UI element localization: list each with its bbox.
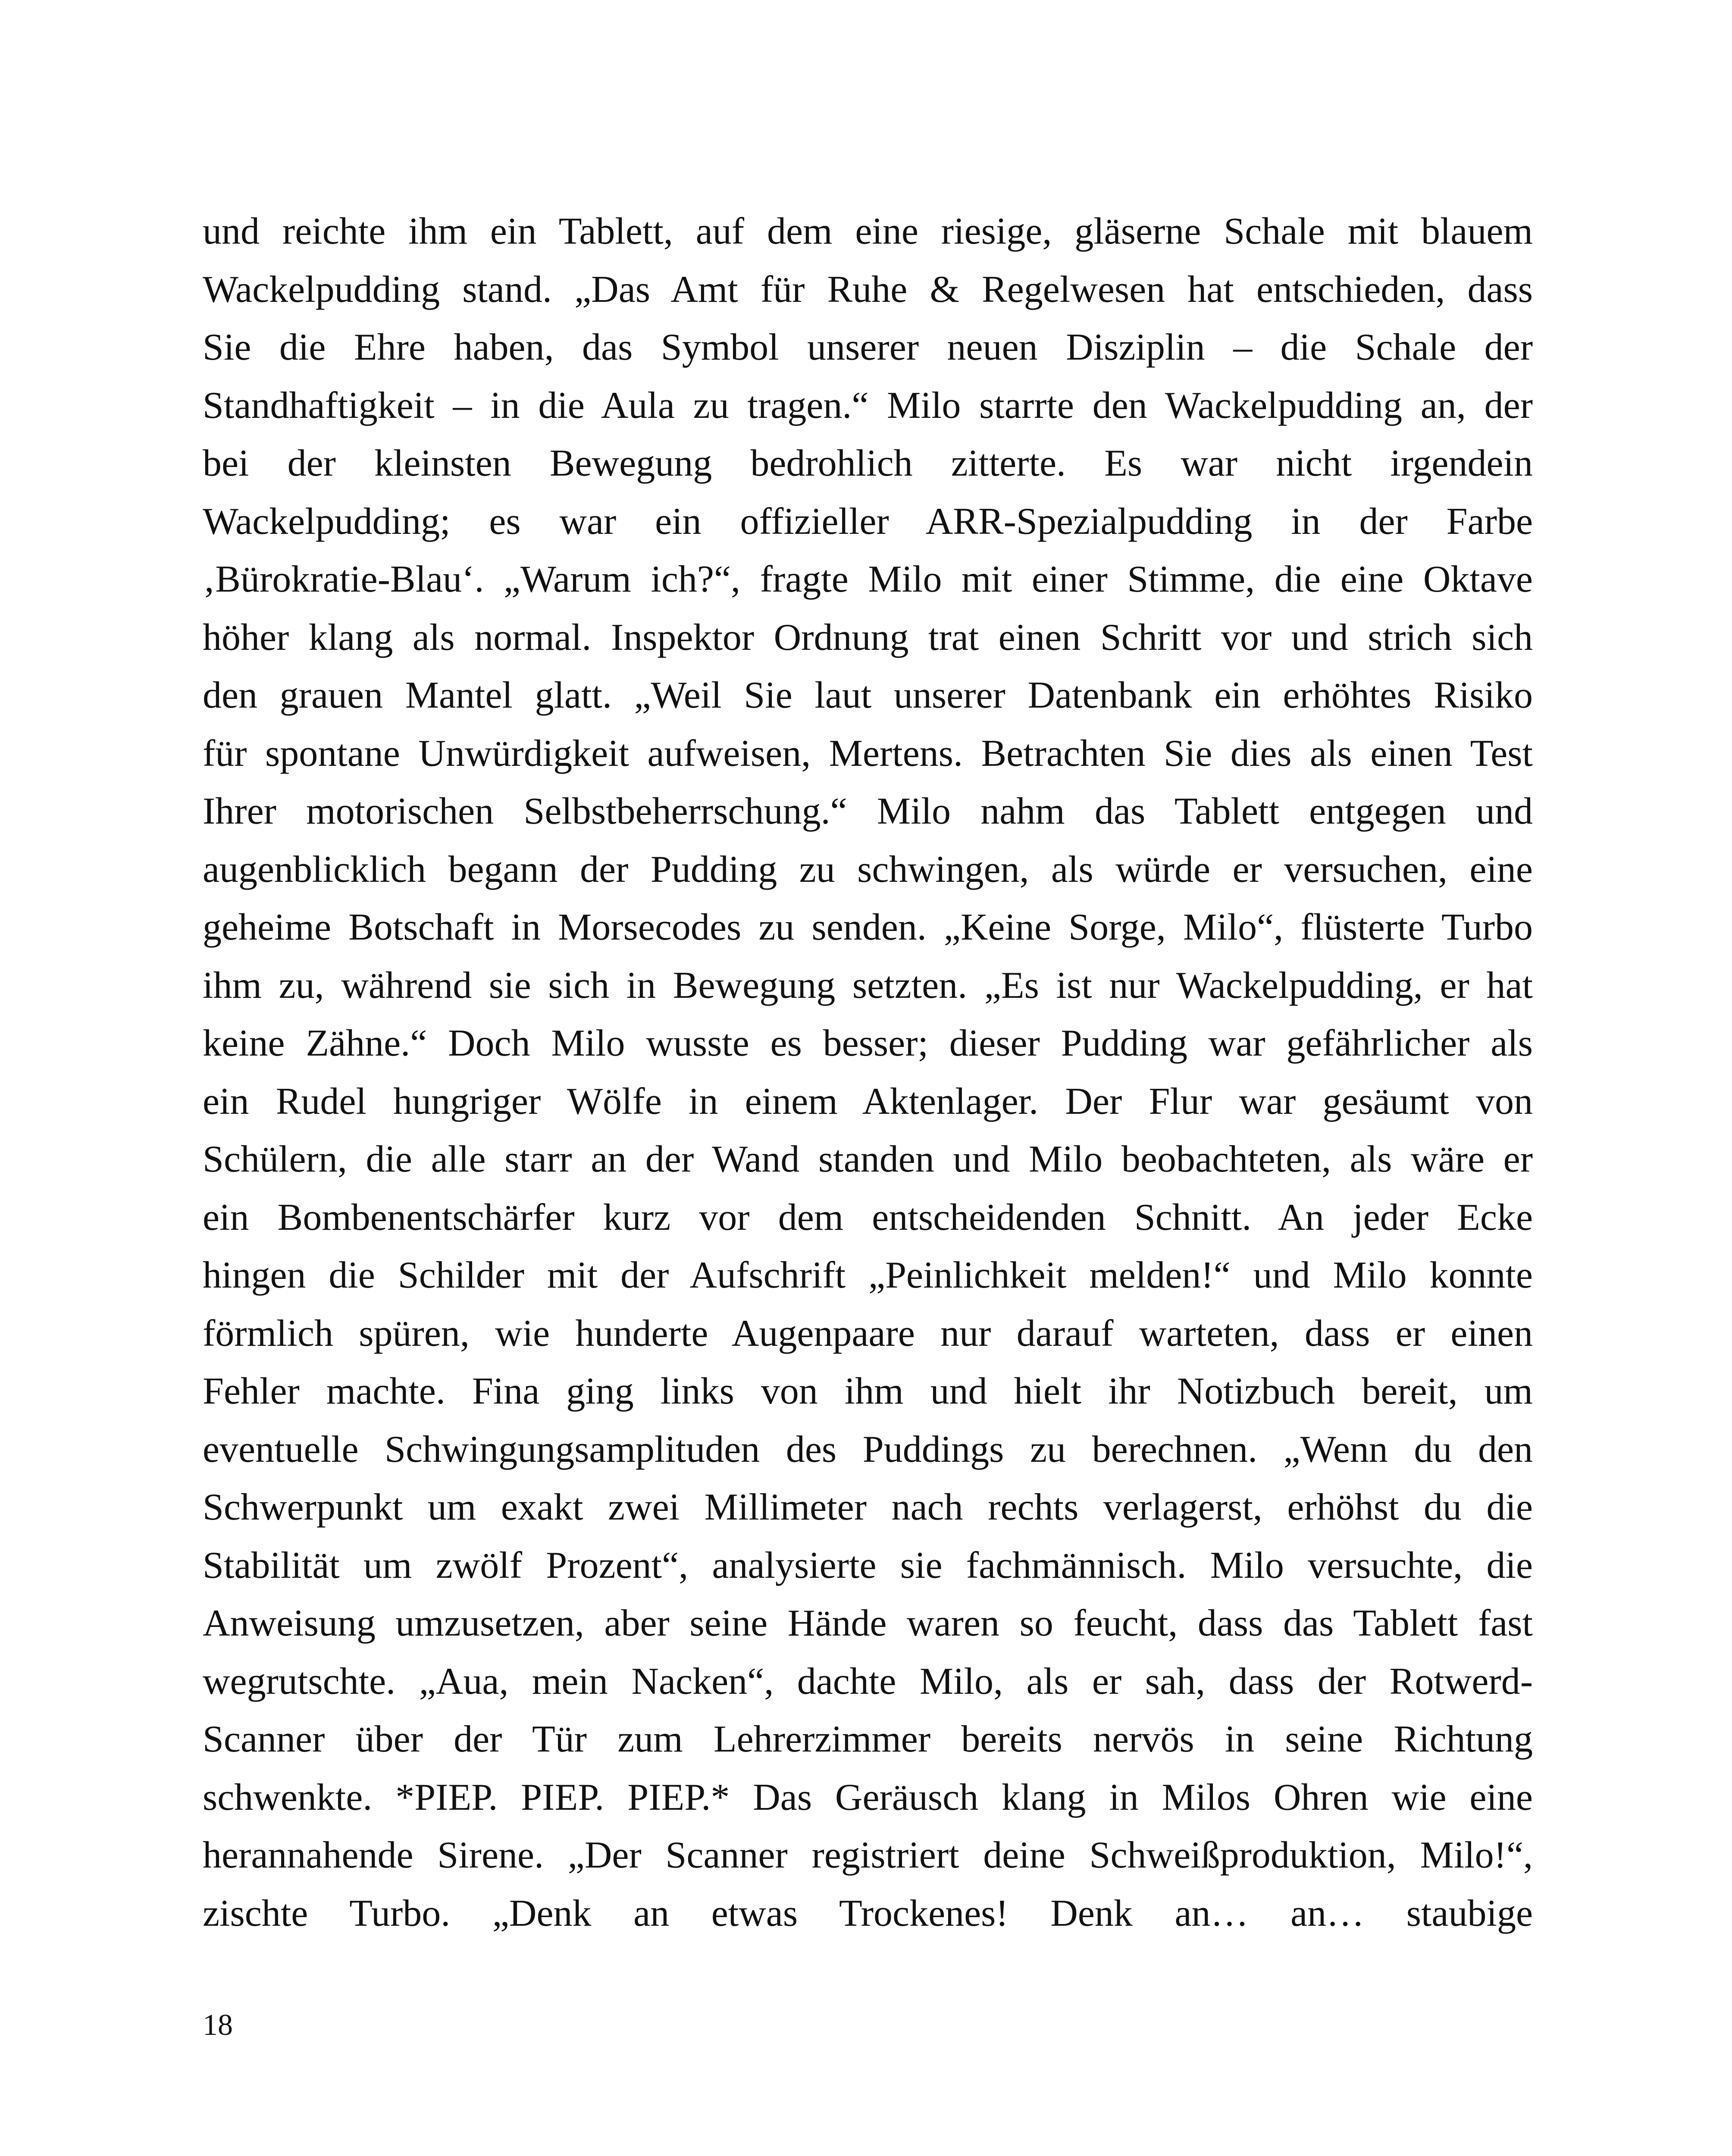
- text-line: Schülern, die alle starr an der Wand standen und Milo beobachteten, als wäre er: [203, 1138, 1533, 1180]
- text-line: ‚Bürokratie-Blau‘. „Warum ich?“, fragte Milo mit einer Stimme, die eine Oktave: [203, 558, 1533, 600]
- body-text: [203, 203, 1533, 1943]
- text-line: ihm zu, während sie sich in Bewegung setzten. „Es ist nur Wackelpudding, er hat: [203, 964, 1533, 1006]
- text-line: ein Rudel hungriger Wölfe in einem Aktenlager. Der Flur war gesäumt von: [203, 1080, 1533, 1122]
- text-line: augenblicklich begann der Pudding zu schwingen, als würde er versuchen, eine: [203, 848, 1533, 890]
- text-line: und reichte ihm ein Tablett, auf dem eine riesige, gläserne Schale mit blauem: [203, 210, 1533, 252]
- text-line: Fehler machte. Fina ging links von ihm und hielt ihr Notizbuch bereit, um: [203, 1370, 1533, 1412]
- text-line: zischte Turbo. „Denk an etwas Trockenes! Denk an… an… staubige: [203, 1892, 1533, 1934]
- text-line: Wackelpudding stand. „Das Amt für Ruhe & Regelwesen hat entschieden, dass: [203, 268, 1533, 310]
- text-line: förmlich spüren, wie hunderte Augenpaare nur darauf warteten, dass er einen: [203, 1312, 1533, 1354]
- text-line: für spontane Unwürdigkeit aufweisen, Mertens. Betrachten Sie dies als einen Test: [203, 732, 1533, 774]
- text-line: eventuelle Schwingungsamplituden des Puddings zu berechnen. „Wenn du den: [203, 1428, 1533, 1470]
- text-line: herannahende Sirene. „Der Scanner registriert deine Schweißproduktion, Milo!“,: [203, 1834, 1533, 1876]
- text-line: Schwerpunkt um exakt zwei Millimeter nach rechts verlagerst, erhöhst du die: [203, 1486, 1533, 1528]
- text-line: Stabilität um zwölf Prozent“, analysierte sie fachmännisch. Milo versuchte, die: [203, 1544, 1533, 1586]
- text-line: geheime Botschaft in Morsecodes zu senden. „Keine Sorge, Milo“, flüsterte Turbo: [203, 906, 1533, 948]
- text-line: den grauen Mantel glatt. „Weil Sie laut unserer Datenbank ein erhöhtes Risiko: [203, 674, 1533, 716]
- text-line: Sie die Ehre haben, das Symbol unserer neuen Disziplin – die Schale der: [203, 326, 1533, 368]
- text-line: Standhaftigkeit – in die Aula zu tragen.“ Milo starrte den Wackelpudding an, der: [203, 384, 1533, 426]
- text-line: schwenkte. *PIEP. PIEP. PIEP.* Das Geräusch klang in Milos Ohren wie eine: [203, 1776, 1533, 1818]
- text-line: Anweisung umzusetzen, aber seine Hände waren so feucht, dass das Tablett fast: [203, 1602, 1533, 1644]
- text-line: ein Bombenentschärfer kurz vor dem entscheidenden Schnitt. An jeder Ecke: [203, 1196, 1533, 1238]
- text-line: Wackelpudding; es war ein offizieller ARR-Spezialpudding in der Farbe: [203, 500, 1533, 542]
- text-line: wegrutschte. „Aua, mein Nacken“, dachte Milo, als er sah, dass der Rotwerd-: [203, 1660, 1533, 1702]
- page-number: 18: [203, 2009, 233, 2042]
- text-line: Ihrer motorischen Selbstbeherrschung.“ Milo nahm das Tablett entgegen und: [203, 790, 1533, 832]
- text-line: Scanner über der Tür zum Lehrerzimmer bereits nervös in seine Richtung: [203, 1718, 1533, 1760]
- text-line: höher klang als normal. Inspektor Ordnung trat einen Schritt vor und strich sich: [203, 616, 1533, 658]
- text-line: bei der kleinsten Bewegung bedrohlich zitterte. Es war nicht irgendein: [203, 442, 1533, 484]
- text-line: hingen die Schilder mit der Aufschrift „Peinlichkeit melden!“ und Milo konnte: [203, 1254, 1533, 1296]
- text-line: keine Zähne.“ Doch Milo wusste es besser; dieser Pudding war gefährlicher als: [203, 1022, 1533, 1064]
